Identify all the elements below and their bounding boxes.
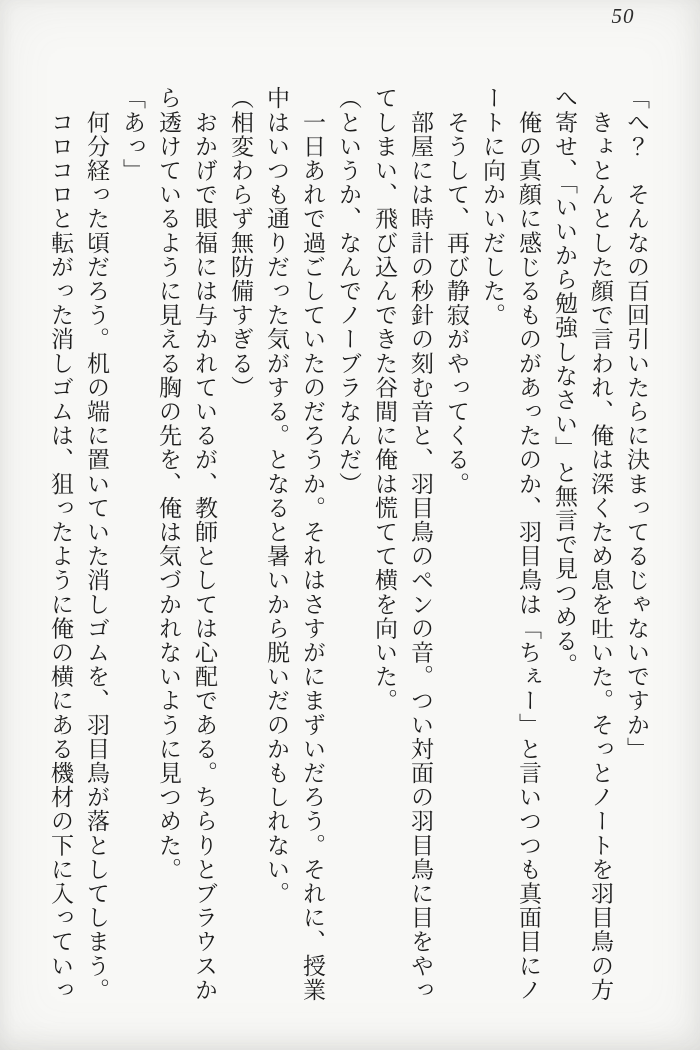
text-line: 中はいつも通りだった気がする。となると暑いから脱いだのかもしれない。 xyxy=(263,86,289,906)
text-line: おかげで眼福には与かれているが、教師としては心配である。ちらりとブラウスか xyxy=(191,86,217,1002)
text-line: きょとんとした顔で言われ、俺は深くため息を吐いた。そっとノートを羽目鳥の方 xyxy=(587,86,613,1002)
text-line: ら透けているように見える胸の先を、俺は気づかれないように見つめた。 xyxy=(155,86,181,882)
text-line: 部屋には時計の秒針の刻む音と、羽目鳥のペンの音。つい対面の羽目鳥に目をやっ xyxy=(407,86,433,1002)
text-columns xyxy=(42,86,654,1018)
text-line: 俺の真顔に感じるものがあったのか、羽目鳥は「ちぇー」と言いつつも真面目にノ xyxy=(515,86,541,1002)
text-line: てしまい、飛び込んできた谷間に俺は慌てて横を向いた。 xyxy=(371,86,397,713)
text-line: 「へ？ そんなの百回引いたらに決まってるじゃないですか」 xyxy=(623,86,649,761)
text-line: 「あっ」 xyxy=(119,86,145,183)
text-line: （相変わらず無防備すぎる） xyxy=(227,86,253,400)
text-line: そうして、再び静寂がやってくる。 xyxy=(443,86,469,496)
text-line: 一日あれで過ごしていたのだろうか。それはさすがにまずいだろう。それに、授業 xyxy=(299,86,325,1002)
text-line: 何分経った頃だろう。机の端に置いていた消しゴムを、羽目鳥が落としてしまう。 xyxy=(83,86,109,1002)
text-line: へ寄せ、「いいから勉強しなさい」と無言で見つめる。 xyxy=(551,86,577,677)
text-line: コロコロと転がった消しゴムは、狙ったように俺の横にある機材の下に入っていっ xyxy=(47,86,73,1002)
page-number: 50 xyxy=(611,4,635,28)
text-line: ートに向かいだした。 xyxy=(479,86,505,327)
text-line: （というか、なんでノーブラなんだ） xyxy=(335,86,361,496)
